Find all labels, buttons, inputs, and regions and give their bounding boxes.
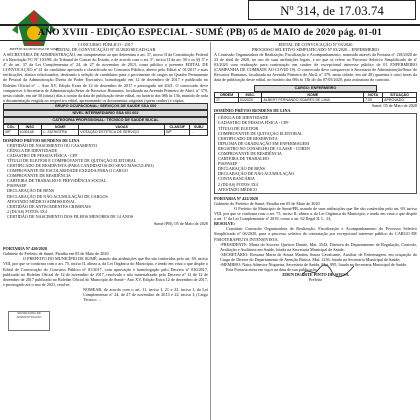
list-item: CERTIDÃO DE ANTECEDENTES CRIMINAIS	[7, 203, 91, 209]
table-row	[215, 97, 417, 102]
list-item: CERTIDÃO DE NASCIMENTO OU CASAMENTO	[7, 142, 98, 148]
list-item: DECLARAÇÃO DE BENS	[218, 166, 265, 172]
table-header-cell: ORDEM	[215, 92, 239, 97]
table-header-cell: CLASSIF	[165, 124, 190, 129]
right-portaria-cabinet: Gabinete do Prefeito de Sumé, Paraíba em 05 de Maio de 2020	[214, 200, 320, 206]
left-column	[3, 42, 208, 302]
right-table-title: CARGO: ENFERMEIRO	[254, 85, 378, 92]
table-cell: ...	[190, 130, 208, 135]
right-document-list	[214, 113, 417, 193]
list-item: DECLARAÇÃO DE NÃO ACUMULAÇÃO DE CARGOS	[7, 193, 108, 199]
list-item: CÉDULA DE IDENTIDADE	[7, 147, 58, 153]
list-item: CADASTRO DE PESSOA FÍSICA - CPF	[7, 152, 78, 158]
right-column	[214, 42, 417, 282]
article-1: Constituir Comissão Organizadora de Realização, Fiscalização e Acompanhamento do Processo Seletivo Simplificado nº 04/2020, para o processo seletivo de contratação por excepcional interesse público do CARGO DE FISIOTERAPEUTA INTENSIVISTA.	[214, 226, 417, 242]
left-portaria-cabinet: Gabinete do Prefeito de Sumé, Paraíba em 05 de Maio de 2020	[3, 251, 109, 257]
table-header-cell: INSC	[18, 124, 42, 129]
table-cell: 01/2020	[239, 97, 262, 102]
list-item: CÉDULA DE IDENTIDADE	[218, 115, 269, 121]
list-item: CARTEIRA DE TRABALHO	[218, 156, 269, 162]
left-body-text: A SECRETÁRIA DE ADMINISTRAÇÃO, em cumprimento ao que determina o art. 37, inciso II da Constituição Federal e à Resolução TC Nº 103/98, do Tribunal de Contas do Estado, e de acordo com o art. 5º, inciso II da art. 50 e os §§ 3º e 4º do art. 37 da Lei Complementar nº 24, de 27 de novembro de 2013, torna público o presente EDITAL DE CONVOCAÇÃO nº 41 do candidato aprovado e classificado no Concurso Público, aberto pelo Edital nº 01/2017 e suas retificações, abaixo relacionados, destinado à seleção de candidatos para o provimento de cargos no Quadro Permanente de Pessoal da Administração Direta do Poder Executivo, homologado em 12 de dezembro de 2017 e publicado no Boletim Oficial n° ... Ano XV, Edição Extra de 12 de dezembro de 2017 e prorrogado até 2021. O convocado deve comparecer à Secretaria de Administração/Setor de Recursos Humanos, localizada na Avenida Primeiro de Abril, nº 379, nesta cidade, em até 30 (trinta) dias a contar da data de publicação deste edital, no horário das 08h às 13h, munido de toda a documentação exigida no respectivo edital, apresentando os documentos originais (quem couber) e cópias.	[3, 52, 208, 103]
group-header-3: CATEGORIA PROFISSIONAL: TÉCNICO DE SAÚDE BUCAL	[3, 117, 208, 124]
list-item: COMPROVANTE DE RESIDÊNCIA	[7, 173, 71, 179]
column-divider	[210, 42, 211, 420]
header-rule	[0, 24, 420, 26]
list-item: PIS/PASEP	[218, 161, 238, 167]
table-cell: 1030148	[18, 130, 42, 135]
list-item: TÍTULO DE ELEITOR	[218, 125, 259, 131]
document-list-title: DOMÍNIO PRÉVIO RENDENS DE LINA	[3, 137, 80, 143]
list-item: CERTIDÃO DE NASCIMENTO DOS FILHOS MENORES DE 14 ANOS	[7, 213, 134, 219]
list-item: 2 (DUAS) FOTOS 3X4	[7, 208, 47, 214]
table-cell: APROVADO	[383, 97, 417, 102]
table-header-cell: SITUAÇÃO	[383, 92, 417, 97]
table-cell: 7.00	[364, 97, 383, 102]
list-item: DIPLOMA DE GRADUAÇÃO EM ENFERMAGEM	[218, 140, 309, 146]
table-header-cell: SUBJ	[190, 124, 208, 129]
list-item: 2 (DUAS) FOTOS 3X4	[218, 181, 258, 187]
list-item: COMPROVANTE DE QUITAÇÃO ELEITORAL	[218, 130, 303, 136]
list-item: COMPROVANTE DE RESIDÊNCIA	[218, 151, 282, 156]
table-header-cell: COL	[4, 124, 19, 129]
table-header-cell: NOME	[42, 124, 79, 129]
right-date-sign: Sumé, 05 de Maio de 2020	[371, 103, 417, 109]
right-candidate-table	[214, 92, 417, 104]
table-header-cell: VAGAS	[79, 124, 165, 129]
list-item: CONTA BANCÁRIA	[218, 176, 255, 182]
crest-caption: PREFEITURA MUNICIPAL DE SUMÉ	[9, 47, 59, 51]
left-portaria-title: PORTARIA Nº 420/2020	[3, 246, 47, 252]
list-item: DECLARAÇÃO DE BENS	[7, 188, 54, 194]
document-list	[3, 143, 208, 219]
list-item: -MEMBRO: Naira Ademice Nogueira, Secretária de Saúde, Mat. 895, lotada na Secretaria Municipal de Saúde.	[220, 261, 408, 267]
table-cell: 1º	[215, 97, 239, 102]
list-item: -PRESIDENTE: Maria do Socorro Queiroz Duarte, Mat. 3543, Diretora do Departamento de Regulação, Controle, Avaliação e Auditoria em Saúde, lotada na Secretaria Municipal de Saúde;	[220, 241, 417, 252]
right-portaria-title: PORTARIA Nº 422/2020	[214, 195, 258, 201]
list-item: COMPROVANTE DE ESCOLARIDADE EXIGIDA PARA O CARGO	[7, 168, 128, 174]
left-subheading-1: CONCURSO PÚBLICO - 2017	[77, 42, 134, 47]
list-item: CERTIFICADO DE RESERVISTA (PARA CANDIDATOS DO SEXO MASCULINO)	[7, 163, 154, 168]
table-cell: VOTAÇÃO ESTÉTICA DE SERVIÇO	[79, 130, 165, 135]
right-subheading-1: EDITAL DE CONVOCAÇÃO Nº 03/2020	[278, 42, 353, 47]
signatory-role: Prefeito	[308, 277, 323, 283]
article-2: Esta Portaria entra em vigor na data de sua publicação.	[226, 267, 318, 273]
issue-number: Nº 314, de 17.03.74	[248, 0, 416, 20]
list-item: ATESTADO MÉDICO	[218, 186, 257, 192]
list-item: DECLARAÇÃO DE NÃO ACUMULAÇÃO	[218, 171, 295, 177]
table-cell: L. ZATHISTRA	[42, 130, 79, 135]
signatory-name: EDEN DUARTE PINTO DE SOUSA	[282, 272, 349, 278]
left-candidate-table	[3, 124, 208, 136]
list-item: CARTEIRA DE TRABALHO E PREVIDÊNCIA SOCIAL	[7, 178, 107, 184]
list-item: PIS/PASEP	[7, 183, 27, 189]
handwritten-signature	[300, 262, 356, 280]
table-header-cell: NOTA	[364, 92, 383, 97]
table-header-cell: INSC.	[239, 92, 262, 97]
group-header-1: GRUPO OCUPACIONAL: SERVIÇOS DE SAÚDE SSA 600	[3, 103, 208, 110]
left-portaria-body: O PREFEITO DO MUNICÍPIO DE SUMÉ, usando das atribuições que lhe são conferidas pelo art. 69, inciso VIII, por que se confirma com o art. 75, inciso II, alínea a, da Lei Orgânica do Município, e tendo em vista o que dispõe o Edital de Convocação do Concurso Público nº 01/2017, com aprovação e homologação pelo Decreto nº 030/2017, publicado no Boletim Oficial de 12 de novembro de 2017, resolvido e não materializado pelo Decreto nº 12 de 12 de dezembro de 2017 publicado no Boletim Oficial do Município de Sumé - Ano XV, Edição Extra 12 de dezembro de 2017, e prorrogado até o ano de 2021, resolve:	[3, 256, 208, 287]
list-item: REGISTRO NO CONSELHO DE CLASSE - COREN	[218, 145, 310, 151]
table-row	[4, 130, 208, 135]
right-list-title: DOMÍNIO PRÉVIO RENDENS DE LINA	[214, 108, 291, 114]
table-header-cell: NOME	[262, 92, 364, 97]
right-body-text: A Comissão Organizadora de Realização, Fiscalização e Acompanhamento, nomeada através da Portaria nº 138/2020 de 23 de abril de 2020, no uso de suas atribuições legais, e no que se refere ao Processo Seletivo Simplificado de nº 03/2020 com realização para contratação em caráter de excepcional interesse público de 01 ENFERMEIRO (CAMPANHA DE COMBATE AO COVID 19). O convocado deve comparecer à Secretaria de Administração/Setor de Recursos Humanos, localizada na Avenida Primeiro de Abril, nº 379, nesta cidade, em até 48 (quarenta e oito) horas da data de publicação deste edital, no horário das 08h às 13h do dia 07/05/2020, para assinatura do contrato.	[214, 52, 417, 83]
list-item: ATESTADO MÉDICO ADMISSIONAL	[7, 198, 76, 204]
list-item: CADASTRO DE PESSOA FÍSICA - CPF	[218, 120, 289, 126]
table-cell: ALBERT FERNANDO SOARES DE LIMA	[262, 97, 364, 102]
resolve-heading: RESOLVE:	[214, 221, 236, 227]
official-stamp: SECRETARIA DE ADMINISTRAÇÃO	[8, 311, 50, 331]
list-item: CERTIFICADO DE RESERVISTA	[218, 135, 278, 141]
left-subheading-2: EDITAL DE CONVOCAÇÃO Nº 41/2020/SECAD-GAB	[55, 47, 156, 52]
masthead-rule	[0, 40, 420, 41]
list-item: -SECRETÁRIO: Rossana Maria de Souza Martins Souza Cavalcante, Auxiliar de Enfermagem, em ocupação do Cargo de Diretor do Departamento de Atenção Básica, Mat. 1236, lotada na Secretaria Municipal de Saúde;	[220, 251, 417, 262]
group-header-2: NÍVEL INTERMEDIÁRIO SSA 601 602	[3, 110, 208, 117]
left-date-sign: Sumé (PB), 05 de Maio de 2020	[153, 221, 208, 227]
list-item: TÍTULO DE ELEITOR E COMPROVANTE DE QUITAÇÃO ELEITORAL	[7, 157, 137, 163]
masthead-edition-line: ANO XVIII - EDIÇÃO ESPECIAL - SUMÉ (PB) 05 de MAIO de 2020 pág. 01-01	[38, 28, 382, 38]
table-cell: 58º	[165, 130, 190, 135]
table-cell: 08º	[4, 130, 19, 135]
left-nomear: NOMEAR, de acordo com o art. 11, inciso I, 21 e 22, inciso I, da Lei Complementar nº 24, de 27 de novembro de 2013 e 22, inciso I, (Cargo Técnico ...	[83, 286, 208, 303]
right-portaria-body: O Prefeito do Município de Sumé/PB, usando de suas atribuições que lhe são conferidas pelo art. 69, inciso VIII, por que se confirma com o art. 75, inciso II, alínea a, da Lei Orgânica do Município, e tendo em vista o que dispõe o art. 1º da Lei Complementar nº 2019, como o art. 62 Ilegal II, L, 33,	[214, 205, 417, 222]
right-subheading-2: PROCESSO SELETIVO SIMPLIFICADO Nº 03/2020 – ENFERMEIRO	[252, 47, 379, 52]
